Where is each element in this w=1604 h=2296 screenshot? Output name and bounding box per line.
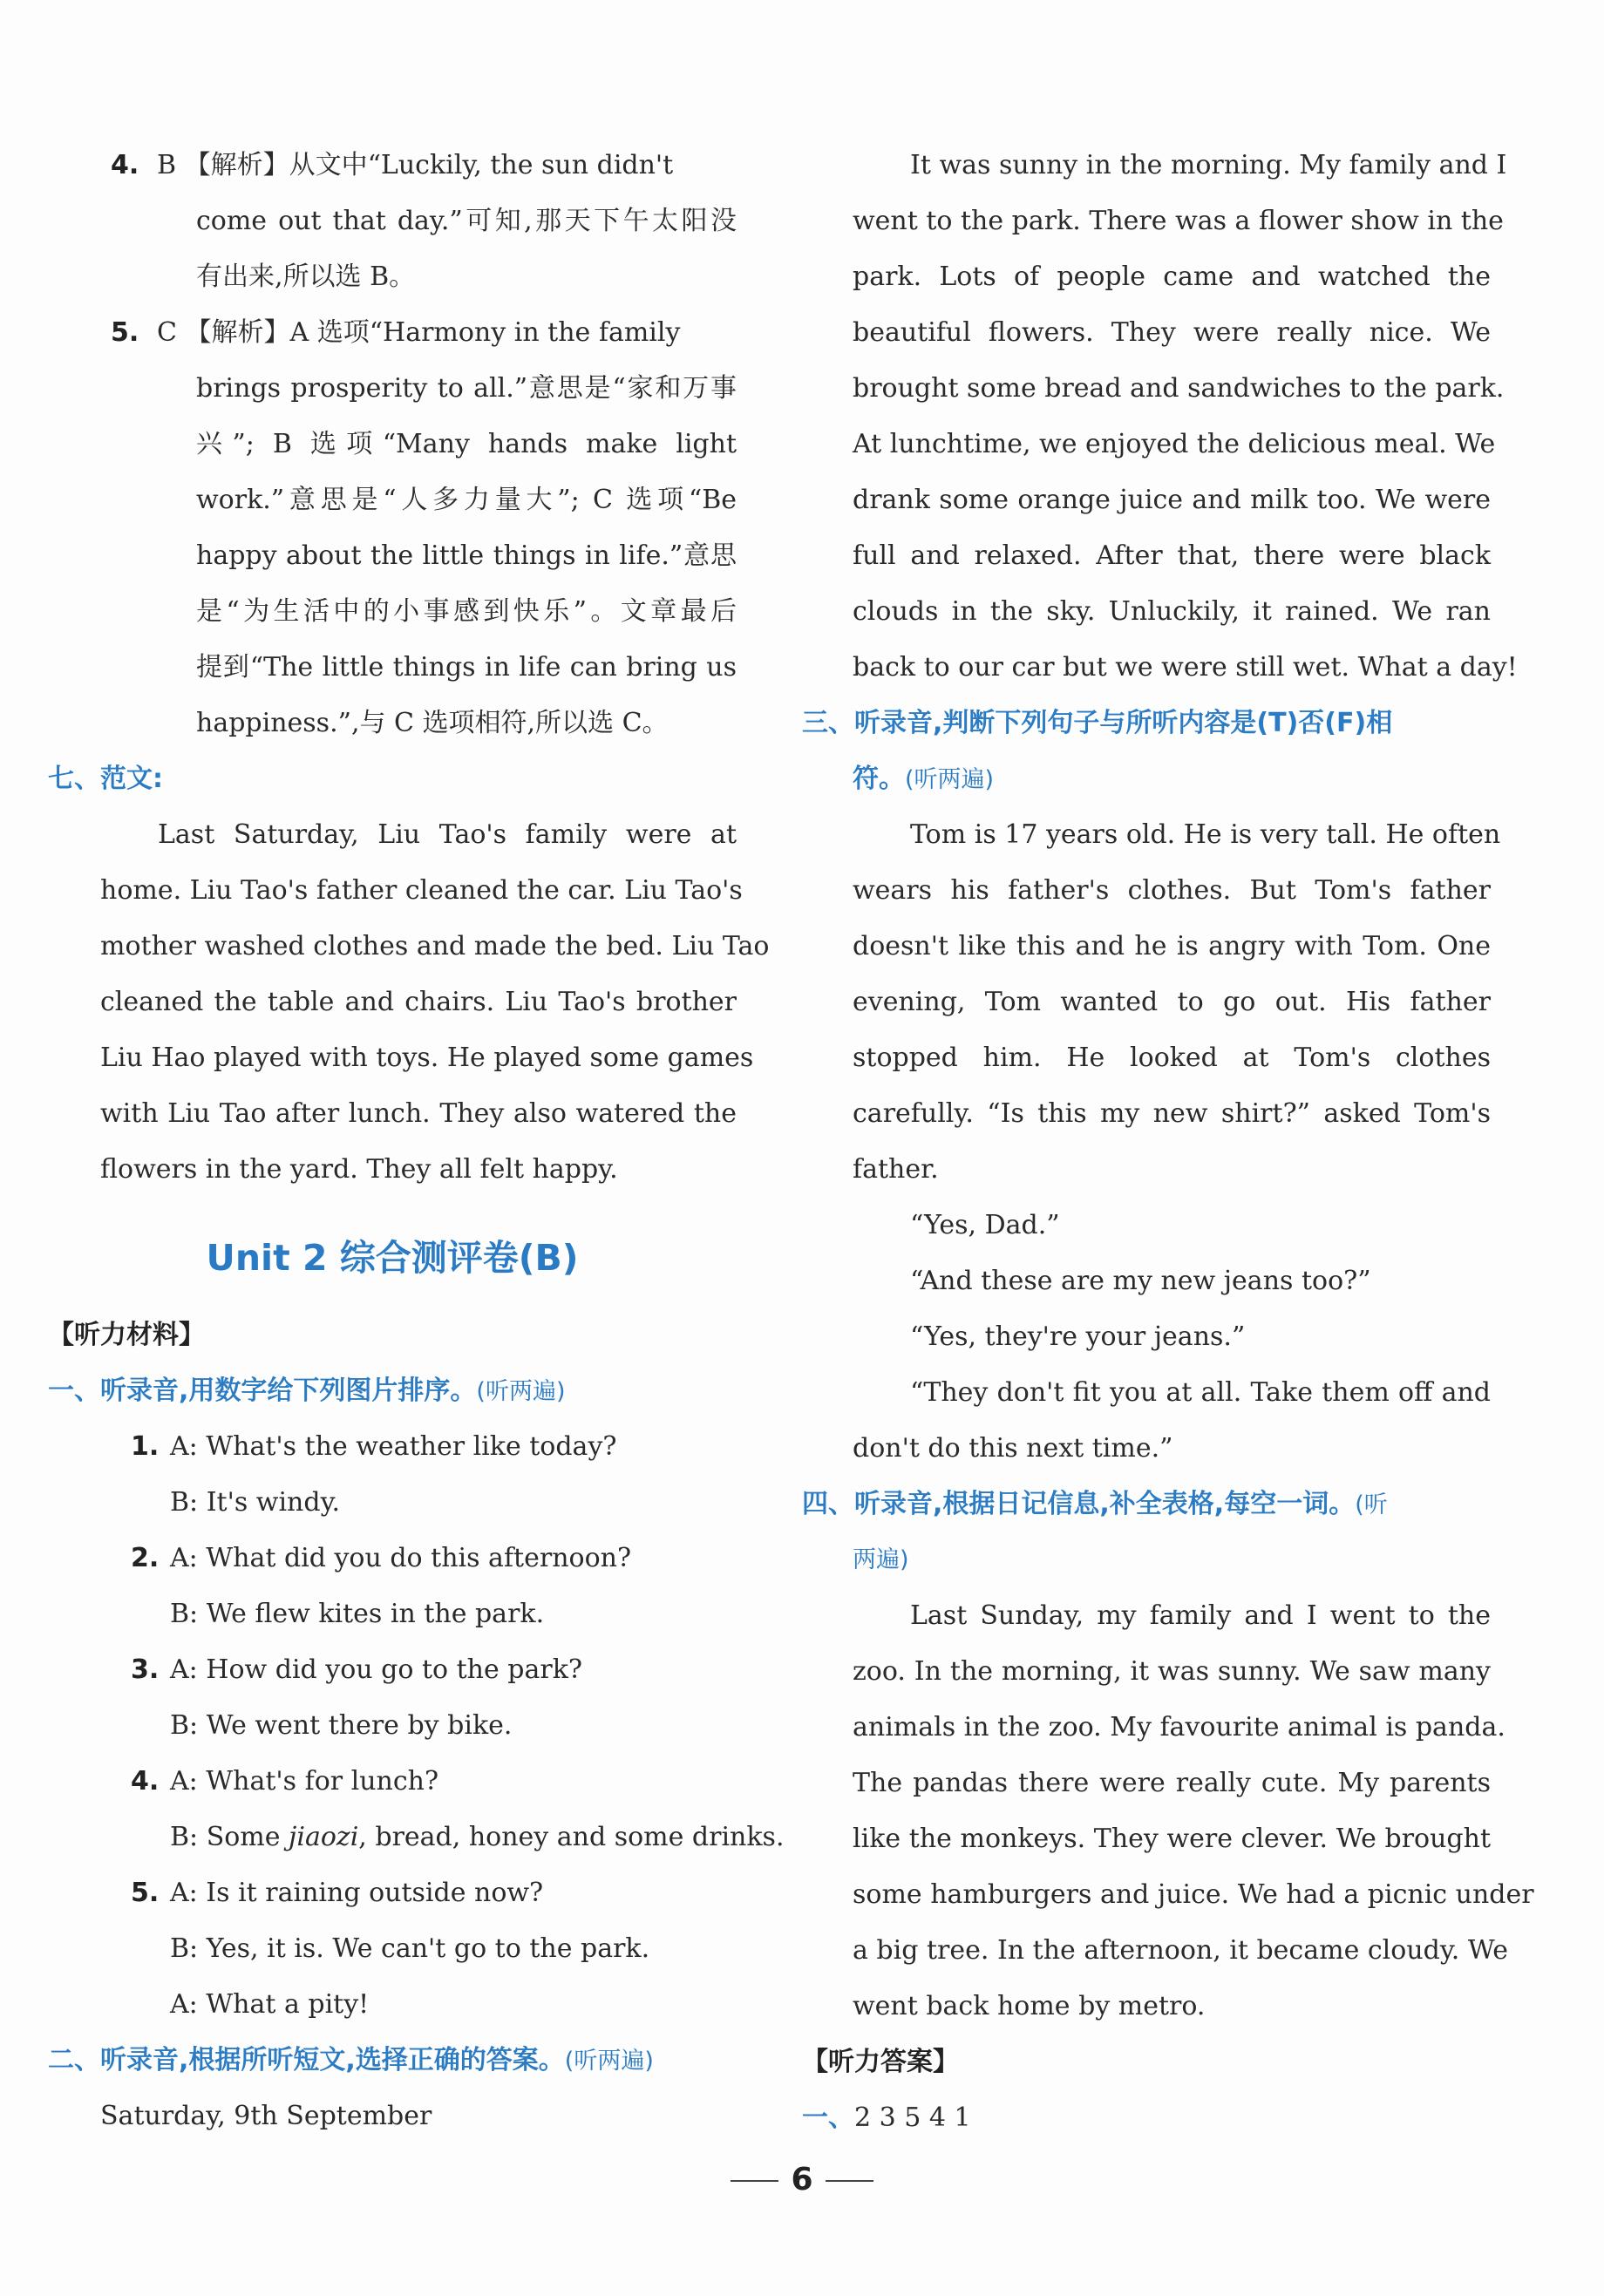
passage-3-line-12: don't do this next time.” <box>853 1433 1173 1464</box>
passage-1-line-7: drank some orange juice and milk too. We were <box>853 485 1491 515</box>
essay-line-1: Last Saturday, Liu Tao's family were at <box>158 819 737 850</box>
essay-line-5: Liu Hao played with toys. He played some games <box>100 1043 754 1073</box>
dialogue-3-a: 3. A: How did you go to the park? <box>131 1654 582 1685</box>
answer-5-line-7: 提到“The little things in life can bring us <box>196 652 737 683</box>
dialogue-1-b: B: It's windy. <box>170 1487 341 1518</box>
passage-3-line-8: “Yes, Dad.” <box>910 1210 1060 1240</box>
answer-5-line-2: brings prosperity to all.”意思是“家和万事 <box>196 373 737 404</box>
essay-line-2: home. Liu Tao's father cleaned the car. Liu Tao's <box>100 875 743 906</box>
answer-section-1: 一、2 3 5 4 1 <box>802 2102 971 2133</box>
dialogue-2-b: B: We flew kites in the park. <box>170 1599 545 1629</box>
passage-3-line-10: “Yes, they're your jeans.” <box>910 1321 1246 1352</box>
page-number-dash-right <box>826 2180 873 2182</box>
passage-1-line-5: brought some bread and sandwiches to the park. <box>853 373 1505 404</box>
passage-1-line-3: park. Lots of people came and watched the <box>853 262 1491 292</box>
passage-3-line-9: “And these are my new jeans too?” <box>910 1266 1371 1296</box>
essay-line-6: with Liu Tao after lunch. They also watered the <box>100 1098 737 1129</box>
listening-material-heading: 【听力材料】 <box>48 1320 205 1350</box>
passage-1-line-2: went to the park. There was a flower show in the <box>853 206 1504 236</box>
passage-1-line-10: back to our car but we were still wet. What a day! <box>853 652 1518 683</box>
model-essay-heading: 七、范文: <box>48 764 163 794</box>
passage-1-line-9: clouds in the sky. Unluckily, it rained. We ran <box>853 596 1491 627</box>
passage-1-line-1: It was sunny in the morning. My family and I <box>910 150 1507 180</box>
passage-4-line-8: went back home by metro. <box>853 1991 1206 2021</box>
dialogue-4-a: 4. A: What's for lunch? <box>131 1766 439 1797</box>
dialogue-5-a: 5. A: Is it raining outside now? <box>131 1878 544 1908</box>
page-number: 6 <box>0 2162 1604 2198</box>
passage-1-line-8: full and relaxed. After that, there were black <box>853 540 1491 571</box>
passage-3-line-6: carefully. “Is this my new shirt?” asked Tom's <box>853 1098 1491 1129</box>
passage-3-line-5: stopped him. He looked at Tom's clothes <box>853 1043 1491 1073</box>
essay-line-4: cleaned the table and chairs. Liu Tao's brother <box>100 987 737 1017</box>
dialogue-5-c: A: What a pity! <box>170 1989 370 2020</box>
dialogue-2-a: 2. A: What did you do this afternoon? <box>131 1543 632 1573</box>
page-number-dash-left <box>731 2180 778 2182</box>
answer-4-line-1: 4. B 【解析】从文中“Luckily, the sun didn't <box>111 150 674 180</box>
answer-5-line-1: 5. C 【解析】A 选项“Harmony in the family <box>111 317 681 348</box>
section-3-heading-line-1: 三、听录音,判断下列句子与所听内容是(T)否(F)相 <box>802 708 1393 738</box>
section-3-heading-line-2: 符。(听两遍) <box>853 764 995 794</box>
unit-title: Unit 2 综合测评卷(B) <box>206 1237 579 1279</box>
passage-3-line-11: “They don't fit you at all. Take them off and <box>910 1377 1491 1408</box>
section-1-heading: 一、听录音,用数字给下列图片排序。(听两遍) <box>48 1376 566 1406</box>
dialogue-1-a: 1. A: What's the weather like today? <box>131 1431 617 1462</box>
answer-5-line-4: work.”意思是“人多力量大”; C 选项“Be <box>196 485 737 515</box>
section-4-heading-line-2: 两遍) <box>853 1546 909 1573</box>
answer-5-line-5: happy about the little things in life.”意思 <box>196 540 737 571</box>
answer-4-line-3: 有出来,所以选 B。 <box>196 262 416 292</box>
essay-line-7: flowers in the yard. They all felt happy. <box>100 1154 618 1185</box>
dialogue-5-b: B: Yes, it is. We can't go to the park. <box>170 1933 650 1964</box>
section-4-heading-line-1: 四、听录音,根据日记信息,补全表格,每空一词。(听 <box>802 1489 1388 1519</box>
passage-4-line-2: zoo. In the morning, it was sunny. We saw many <box>853 1656 1491 1687</box>
passage-3-line-4: evening, Tom wanted to go out. His father <box>853 987 1491 1017</box>
dialogue-4-b: B: Some jiaozi, bread, honey and some drinks. <box>170 1822 785 1852</box>
essay-line-3: mother washed clothes and made the bed. Liu Tao <box>100 931 770 961</box>
passage-4-line-6: some hamburgers and juice. We had a picnic under <box>853 1879 1534 1910</box>
answer-5-line-8: happiness.”,与 C 选项相符,所以选 C。 <box>196 708 669 738</box>
passage-1-line-6: At lunchtime, we enjoyed the delicious meal. We <box>853 429 1496 459</box>
passage-4-line-4: The pandas there were really cute. My parents <box>853 1768 1491 1798</box>
passage-3-line-1: Tom is 17 years old. He is very tall. He often <box>910 819 1501 850</box>
passage-3-line-7: father. <box>853 1154 939 1185</box>
answer-5-line-3: 兴”; B 选项“Many hands make light <box>196 429 737 459</box>
passage-3-line-3: doesn't like this and he is angry with Tom. One <box>853 931 1491 961</box>
listening-answers-heading: 【听力答案】 <box>802 2047 959 2077</box>
passage-4-line-5: like the monkeys. They were clever. We brought <box>853 1824 1491 1854</box>
passage-4-line-3: animals in the zoo. My favourite animal is panda. <box>853 1712 1505 1742</box>
answer-4-line-2: come out that day.”可知,那天下午太阳没 <box>196 206 737 236</box>
section-2-date: Saturday, 9th September <box>100 2101 432 2131</box>
dialogue-3-b: B: We went there by bike. <box>170 1710 513 1741</box>
answer-5-line-6: 是“为生活中的小事感到快乐”。文章最后 <box>196 596 737 627</box>
passage-3-line-2: wears his father's clothes. But Tom's father <box>853 875 1491 906</box>
passage-1-line-4: beautiful flowers. They were really nice. We <box>853 317 1491 348</box>
passage-4-line-7: a big tree. In the afternoon, it became cloudy. We <box>853 1935 1509 1966</box>
passage-4-line-1: Last Sunday, my family and I went to the <box>910 1600 1491 1631</box>
section-2-heading: 二、听录音,根据所听短文,选择正确的答案。(听两遍) <box>48 2045 654 2075</box>
